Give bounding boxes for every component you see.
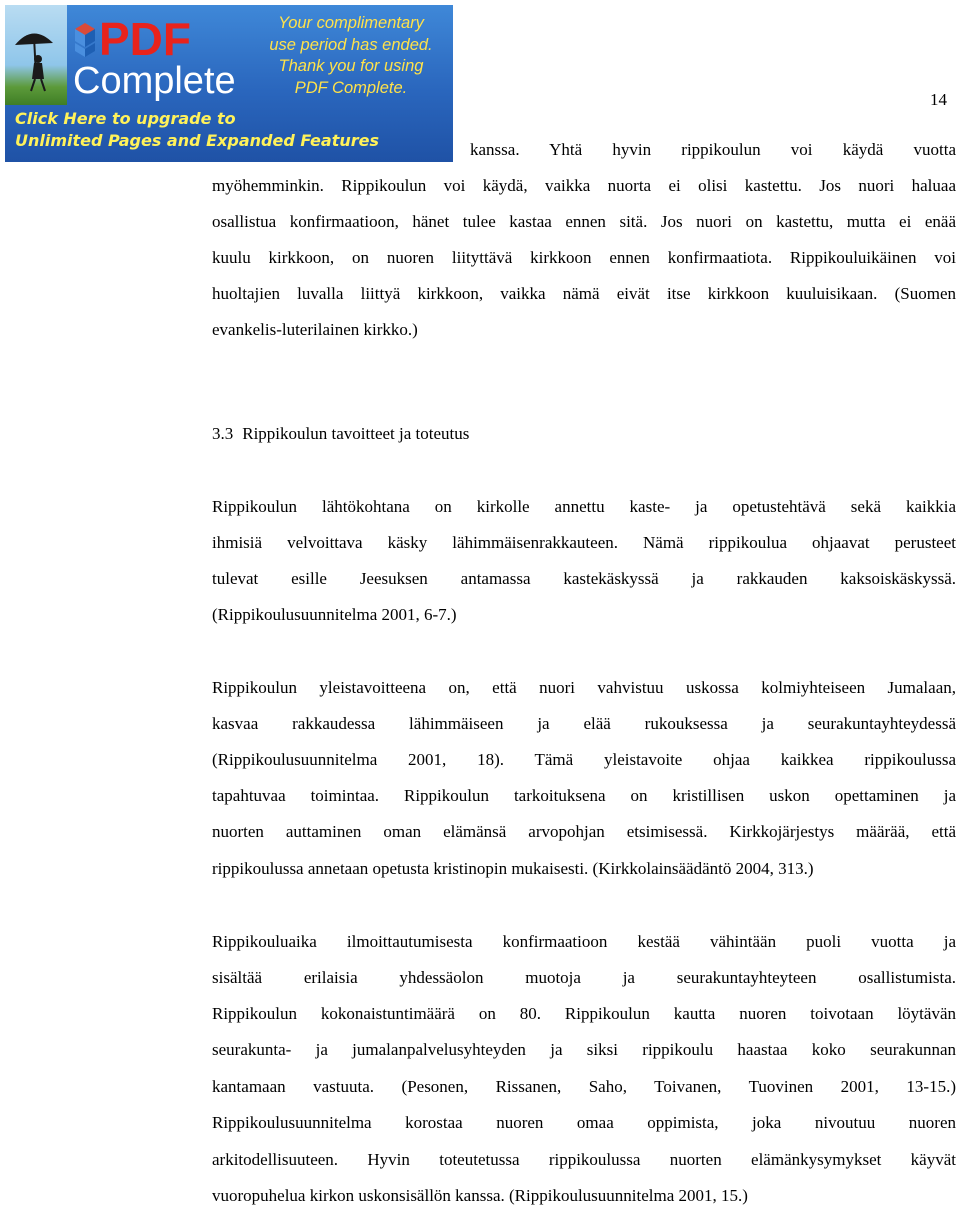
paragraph-line: (Rippikoulusuunnitelma 2001, 18). Tämä yleistavoite ohjaa kaikkea rippikoulussa — [212, 750, 956, 769]
upgrade-banner[interactable] — [5, 5, 453, 162]
paragraph-line: arkitodellisuuteen. Hyvin toteutetussa rippikoulussa nuorten elämänkysymykset käyvät — [212, 1150, 956, 1169]
paragraph-line: tapahtuvaa toimintaa. Rippikoulun tarkoituksena on kristillisen uskon opettaminen ja — [212, 786, 956, 805]
page-number: 14 — [930, 90, 947, 109]
paragraph-line: Rippikoulusuunnitelma korostaa nuoren omaa oppimista, joka nivoutuu nuoren — [212, 1113, 956, 1132]
paragraph-line: Rippikoulun kokonaistuntimäärä on 80. Rippikoulun kautta nuoren toivotaan löytävän — [212, 1004, 956, 1023]
section-heading — [212, 416, 469, 452]
paragraph-line: rippikoulussa annetaan opetusta kristinopin mukaisesti. (Kirkkolainsäädäntö 2004, 313.) — [212, 859, 814, 878]
trial-message-line: use period has ended. — [269, 35, 433, 54]
paragraph-line: myöhemminkin. Rippikoulun voi käydä, vaikka nuorta ei olisi kastettu. Jos nuori haluaa — [212, 176, 956, 195]
trial-message — [255, 13, 447, 99]
umbrella-man-icon — [5, 5, 67, 105]
paragraph-line: osallistua konfirmaatioon, hänet tulee kastaa ennen sitä. Jos nuori on kastettu, mutta ei enää — [212, 212, 956, 231]
trial-message-line: Thank you for using — [278, 57, 424, 75]
trial-message-line: PDF Complete. — [294, 78, 408, 97]
paragraph-line: kantamaan vastuuta. (Pesonen, Rissanen, Saho, Toivanen, Tuovinen 2001, 13-15.) — [212, 1077, 956, 1096]
paragraph-line: nuorten auttaminen oman elämänsä arvopohjan etsimisessä. Kirkkojärjestys määrää, että — [212, 822, 956, 841]
paragraph-line: Rippikouluaika ilmoittautumisesta konfirmaatioon kestää vähintään puoli vuotta ja — [212, 932, 956, 951]
paragraph-line: kasvaa rakkaudessa lähimmäiseen ja elää rukouksessa ja seurakuntayhteydessä — [212, 714, 956, 733]
paragraph-line: Rippikoulun yleistavoitteena on, että nuori vahvistuu uskossa kolmiyhteiseen Jumalaan, — [212, 678, 956, 697]
section-number: 3.3 — [212, 424, 234, 443]
paragraph-line: kuulu kirkkoon, on nuoren liityttävä kirkkoon ennen konfirmaatiota. Rippikouluikäinen voi — [212, 248, 956, 267]
paragraph-line: tulevat esille Jeesuksen antamassa kastekäskyssä ja rakkauden kaksoiskäskyssä. — [212, 569, 956, 588]
paragraph-line: evankelis-luterilainen kirkko.) — [212, 320, 418, 339]
brand-complete-text: Complete — [73, 60, 236, 101]
umbrella-man-photo — [5, 5, 67, 105]
paragraph-line: sisältää erilaisia yhdessäolon muotoja ja seurakuntayhteyteen osallistumista. — [212, 968, 956, 987]
paragraph-line: kanssa. Yhtä hyvin rippikoulun voi käydä vuotta — [470, 140, 956, 159]
upgrade-link[interactable] — [15, 108, 379, 152]
upgrade-link-line: Unlimited Pages and Expanded Features — [15, 131, 379, 150]
cube-icon — [75, 23, 95, 57]
paragraph-line: seurakunta- ja jumalanpalvelusyhteyden ja siksi rippikoulu haastaa koko seurakunnan — [212, 1040, 956, 1059]
paragraph-line: Rippikoulun lähtökohtana on kirkolle annettu kaste- ja opetustehtävä sekä kaikkia — [212, 497, 956, 516]
paragraph-line: (Rippikoulusuunnitelma 2001, 6-7.) — [212, 605, 457, 624]
trial-message-line: Your complimentary — [278, 14, 424, 32]
pdf-complete-logo — [71, 11, 246, 101]
paragraph-line: vuoropuhelua kirkon uskonsisällön kanssa. (Rippikoulusuunnitelma 2001, 15.) — [212, 1186, 748, 1205]
brand-pdf-text: PDF — [99, 13, 191, 65]
paragraph-line: huoltajien luvalla liittyä kirkkoon, vaikka nämä eivät itse kirkkoon kuuluisikaan. (Suomen — [212, 284, 956, 303]
section-title: Rippikoulun tavoitteet ja toteutus — [242, 424, 470, 443]
paragraph-line: ihmisiä velvoittava käsky lähimmäisenrakkauteen. Nämä rippikoulua ohjaavat perusteet — [212, 533, 956, 552]
upgrade-link-line: Click Here to upgrade to — [15, 109, 236, 128]
